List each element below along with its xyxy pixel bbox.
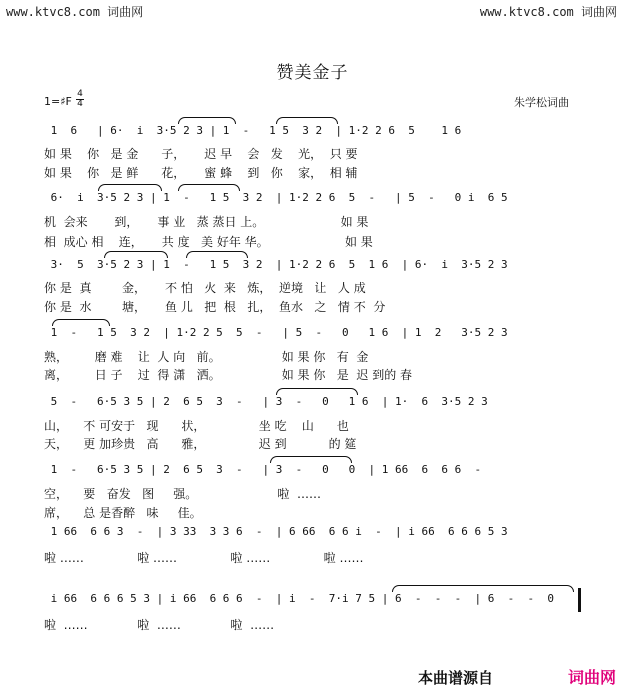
brand-logo[interactable]: 词曲网 — [568, 668, 617, 687]
source-label: 本曲谱源自 — [418, 669, 494, 687]
notation-line-2: 6· i 3·5 2 3 | 1 - 1 5 3 2 | 1·2 2 6 5 - | 5 - 0 i 6 5 — [44, 191, 515, 204]
notation-line-5: 5 - 6·5 3 5 | 2 6 5 3 - | 3 - 0 1 6 | 1· 6 3·5 2 3 — [44, 395, 495, 408]
tie — [178, 184, 240, 191]
lyric-4-verse-1: 熟， 磨 难 让 人 向 前。 如 果 你 有 金 — [44, 350, 369, 364]
tie — [186, 251, 248, 258]
lyric-3-verse-1: 你 是 真 金， 不 怕 火 来 炼， 逆境 让 人 成 — [44, 281, 366, 295]
song-title: 赞美金子 — [276, 63, 349, 83]
tie — [52, 319, 110, 326]
notation-line-3: 3· 5 3·5 2 3 | 1 - 1 5 3 2 | 1·2 2 6 5 1 6 | 6· i 3·5 2 3 — [44, 258, 515, 271]
lyric-8-verse-1: 啦 …… 啦 …… 啦 …… — [44, 618, 275, 632]
tie — [270, 456, 352, 463]
lyric-7-verse-1: 啦 …… 啦 …… 啦 …… 啦 …… — [44, 551, 364, 565]
notation-line-4: 1 - 1 5 3 2 | 1·2 2 5 5 - | 5 - 0 1 6 | 1 2 3·5 2 3 — [44, 326, 515, 339]
tie — [276, 117, 338, 124]
slur — [178, 117, 236, 124]
slur — [98, 184, 162, 191]
notation-line-7: 1 66 6 6 3 - | 3 33 3 3 6 - | 6 66 6 6 i - | i 66 6 6 6 5 3 — [44, 525, 515, 538]
lyric-1-verse-2: 如 果 你 是 鲜 花， 蜜 蜂 到 你 家， 相 辅 — [44, 166, 358, 180]
lyric-5-verse-1: 山， 不 可安于 现 状， 坐 吃 山 也 — [44, 419, 349, 433]
tie — [276, 388, 358, 395]
tie — [392, 585, 574, 592]
notation-line-8: i 66 6 6 6 5 3 | i 66 6 6 6 - | i - 7·i 7 5 | 6 - - - | 6 - - 0 — [44, 592, 561, 605]
notation-line-1: 1 6 | 6· i 3·5 2 3 | 1 - 1 5 3 2 | 1·2 2 6 5 1 6 — [44, 124, 468, 137]
lyric-6-verse-2: 席， 总 是香醉 味 佳。 — [44, 506, 202, 520]
notation-line-6: 1 - 6·5 3 5 | 2 6 5 3 - | 3 - 0 0 | 1 66 6 6 6 - — [44, 463, 495, 476]
credits: 朱学松词曲 — [514, 96, 569, 109]
lyric-2-verse-2: 相 成心 相 连， 共 度 美 好年 华。 如 果 — [44, 235, 373, 249]
key-signature: 1=♯F — [44, 95, 72, 108]
meter-top: 4 — [77, 89, 83, 99]
lyric-1-verse-1: 如 果 你 是 金 子， 迟 早 会 发 光， 只 要 — [44, 147, 358, 161]
slur — [104, 251, 168, 258]
lyric-2-verse-1: 机 会来 到， 事 业 蒸 蒸日 上。 如 果 — [44, 215, 369, 229]
lyric-3-verse-2: 你 是 水 塘， 鱼 儿 把 根 扎， 鱼水 之 情 不 分 — [44, 300, 386, 314]
watermark-right: www.ktvc8.com 词曲网 — [479, 5, 617, 19]
meter-bottom: 4 — [77, 99, 83, 109]
final-barline — [578, 588, 581, 612]
lyric-4-verse-2: 离， 日 子 过 得 潇 洒。 如 果 你 是 迟 到的 春 — [44, 368, 413, 382]
lyric-6-verse-1: 空， 要 奋发 图 强。 啦 …… — [44, 487, 321, 501]
lyric-5-verse-2: 天， 更 加珍贵 高 雅， 迟 到 的 筵 — [44, 437, 357, 451]
time-signature — [76, 90, 84, 109]
watermark-left: www.ktvc8.com 词曲网 — [6, 5, 144, 19]
